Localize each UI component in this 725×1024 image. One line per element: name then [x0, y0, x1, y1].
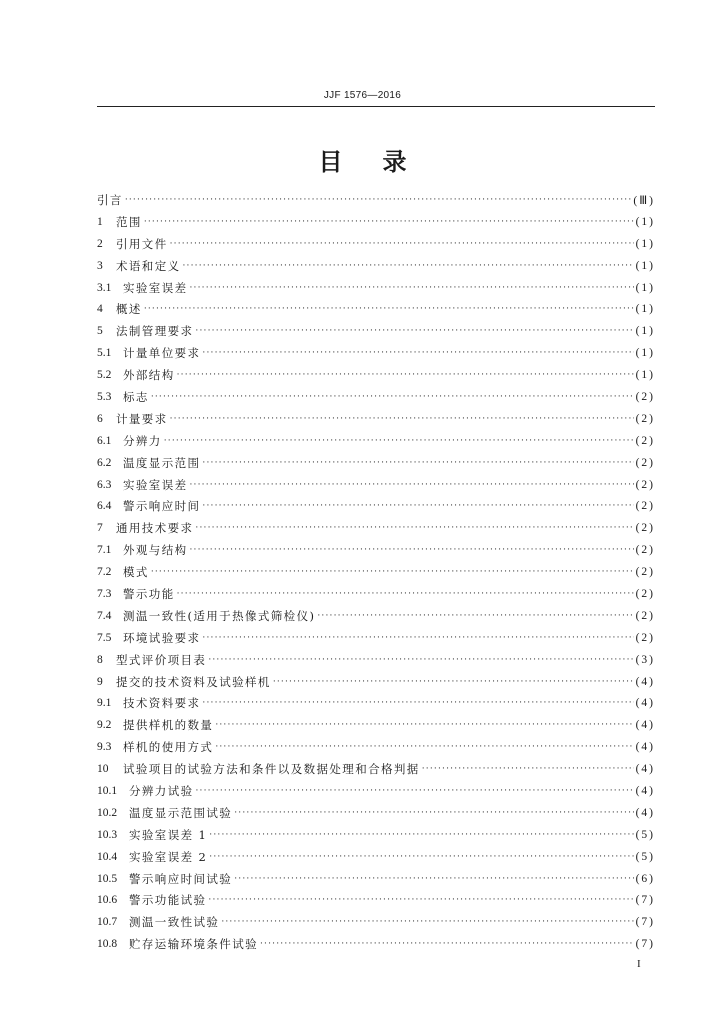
page-title: [0, 142, 725, 177]
toc-entry-number: 7: [97, 522, 103, 535]
standard-code: JJF 1576—2016: [323, 90, 402, 101]
toc-entry[interactable]: [97, 539, 655, 561]
toc-entry[interactable]: [97, 846, 655, 868]
toc-leader-dots: [125, 195, 632, 205]
toc-entry-title: 测温一致性试验: [129, 915, 220, 930]
table-of-contents: [97, 189, 655, 955]
toc-entry-title: 概述: [116, 302, 142, 317]
toc-leader-dots: [202, 458, 633, 468]
toc-entry-number: 10.3: [97, 828, 118, 841]
toc-entry-number: 7.1: [97, 544, 112, 557]
toc-leader-dots: [202, 501, 633, 511]
toc-entry-page: (1): [635, 347, 655, 360]
toc-entry-number: 9.1: [97, 697, 112, 710]
toc-leader-dots: [164, 436, 634, 446]
toc-entry-page: (1): [635, 303, 655, 316]
toc-entry[interactable]: [97, 452, 655, 474]
toc-entry-title: 警示功能试验: [129, 893, 207, 908]
toc-entry-number: 10.4: [97, 850, 118, 863]
toc-entry-number: 9: [97, 675, 103, 688]
toc-leader-dots: [170, 239, 634, 249]
toc-leader-dots: [170, 414, 634, 424]
toc-entry-title: 通用技术要求: [116, 521, 194, 536]
toc-entry[interactable]: [97, 408, 655, 430]
toc-entry-number: 5: [97, 325, 103, 338]
toc-entry-number: 5.2: [97, 369, 112, 382]
toc-entry-title: 技术资料要求: [123, 696, 201, 711]
toc-entry-title: 测温一致性(适用于热像式筛检仪): [123, 608, 316, 623]
toc-entry-number: 8: [97, 653, 103, 666]
toc-entry-number: 7.2: [97, 566, 112, 579]
toc-entry-title: 实验室误差 1: [129, 827, 208, 842]
toc-leader-dots: [221, 917, 633, 927]
toc-entry-page: (6): [635, 872, 655, 885]
toc-leader-dots: [422, 764, 634, 774]
toc-entry-number: 10.8: [97, 938, 118, 951]
toc-entry-title: 引言: [97, 192, 123, 207]
toc-entry-page: (2): [635, 566, 655, 579]
toc-entry-page: (4): [635, 719, 655, 732]
toc-leader-dots: [215, 720, 633, 730]
toc-leader-dots: [190, 480, 634, 490]
toc-entry-title: 术语和定义: [116, 258, 181, 273]
toc-entry-title: 模式: [123, 565, 149, 580]
toc-entry-page: (2): [635, 412, 655, 425]
toc-entry-page: (1): [635, 281, 655, 294]
toc-entry-number: 10.7: [97, 916, 118, 929]
toc-entry-page: (2): [635, 434, 655, 447]
toc-entry-page: (4): [635, 806, 655, 819]
toc-entry-title: 实验室误差: [123, 280, 188, 295]
toc-entry-page: (4): [635, 697, 655, 710]
toc-leader-dots: [209, 852, 633, 862]
toc-entry-page: (3): [635, 653, 655, 666]
toc-leader-dots: [177, 589, 634, 599]
toc-entry-number: 9.3: [97, 741, 112, 754]
toc-entry-number: 10.2: [97, 806, 118, 819]
toc-entry[interactable]: [97, 868, 655, 890]
toc-leader-dots: [195, 523, 633, 533]
toc-leader-dots: [151, 392, 634, 402]
toc-leader-dots: [195, 326, 633, 336]
toc-entry-number: 9.2: [97, 719, 112, 732]
toc-entry-number: 6.2: [97, 456, 112, 469]
toc-entry-number: 10: [97, 763, 109, 776]
toc-entry-title: 引用文件: [116, 236, 168, 251]
toc-entry-page: (7): [635, 938, 655, 951]
toc-entry-title: 分辨力试验: [129, 783, 194, 798]
toc-leader-dots: [151, 567, 634, 577]
toc-entry-page: (5): [635, 828, 655, 841]
toc-entry-number: 7.3: [97, 587, 112, 600]
toc-entry-title: 温度显示范围: [123, 455, 201, 470]
toc-entry-page: (5): [635, 850, 655, 863]
toc-entry-title: 实验室误差 2: [129, 849, 208, 864]
toc-entry-title: 法制管理要求: [116, 324, 194, 339]
toc-entry[interactable]: [97, 714, 655, 736]
toc-entry-number: 1: [97, 215, 103, 228]
toc-entry-page: (1): [635, 325, 655, 338]
toc-entry-number: 6.1: [97, 434, 112, 447]
toc-leader-dots: [208, 895, 633, 905]
toc-entry[interactable]: [97, 430, 655, 452]
toc-entry-number: 5.3: [97, 390, 112, 403]
toc-entry-page: (2): [635, 587, 655, 600]
toc-entry-title: 贮存运输环境条件试验: [129, 937, 258, 952]
toc-entry[interactable]: [97, 649, 655, 671]
toc-entry-title: 试验项目的试验方法和条件以及数据处理和合格判据: [123, 762, 420, 777]
toc-entry[interactable]: [97, 561, 655, 583]
toc-entry-number: 10.1: [97, 784, 118, 797]
toc-entry-number: 10.6: [97, 894, 118, 907]
toc-entry[interactable]: [97, 255, 655, 277]
toc-entry-page: (7): [635, 916, 655, 929]
toc-entry-page: (2): [635, 522, 655, 535]
toc-entry[interactable]: [97, 890, 655, 912]
toc-leader-dots: [177, 370, 634, 380]
toc-leader-dots: [183, 261, 634, 271]
toc-entry-number: 3: [97, 259, 103, 272]
toc-entry-number: 6.3: [97, 478, 112, 491]
toc-entry-page: (1): [635, 215, 655, 228]
toc-leader-dots: [234, 874, 633, 884]
toc-leader-dots: [190, 545, 634, 555]
toc-entry-number: 6.4: [97, 500, 112, 513]
toc-entry[interactable]: [97, 627, 655, 649]
toc-entry-page: (4): [635, 675, 655, 688]
toc-entry-number: 4: [97, 303, 103, 316]
toc-entry[interactable]: [97, 189, 655, 211]
toc-entry[interactable]: [97, 342, 655, 364]
toc-entry[interactable]: [97, 758, 655, 780]
toc-leader-dots: [202, 698, 633, 708]
toc-entry-title: 外部结构: [123, 368, 175, 383]
header-divider: [97, 106, 655, 107]
toc-entry[interactable]: [97, 320, 655, 342]
toc-entry-title: 计量要求: [116, 411, 168, 426]
toc-entry-title: 实验室误差: [123, 477, 188, 492]
toc-entry-title: 警示响应时间: [123, 499, 201, 514]
toc-entry[interactable]: [97, 517, 655, 539]
toc-entry-page: (2): [635, 631, 655, 644]
toc-entry[interactable]: [97, 736, 655, 758]
toc-entry[interactable]: [97, 277, 655, 299]
toc-entry-title: 温度显示范围试验: [129, 805, 233, 820]
toc-entry-page: (7): [635, 894, 655, 907]
toc-entry-page: (2): [635, 390, 655, 403]
toc-entry-title: 标志: [123, 389, 149, 404]
toc-leader-dots: [144, 217, 634, 227]
toc-leader-dots: [190, 283, 634, 293]
toc-entry-number: 5.1: [97, 347, 112, 360]
toc-entry[interactable]: [97, 802, 655, 824]
toc-entry-page: (2): [635, 609, 655, 622]
toc-entry-title: 样机的使用方式: [123, 740, 214, 755]
toc-entry-number: 2: [97, 237, 103, 250]
toc-entry-title: 型式评价项目表: [116, 652, 207, 667]
toc-entry-number: 6: [97, 412, 103, 425]
toc-leader-dots: [196, 786, 634, 796]
toc-entry-page: (1): [635, 259, 655, 272]
toc-entry-number: 3.1: [97, 281, 112, 294]
toc-entry-page: (1): [635, 237, 655, 250]
toc-leader-dots: [208, 655, 633, 665]
toc-entry-page: (2): [635, 456, 655, 469]
toc-entry[interactable]: [97, 298, 655, 320]
toc-entry-title: 提供样机的数量: [123, 718, 214, 733]
toc-entry[interactable]: [97, 386, 655, 408]
toc-leader-dots: [260, 939, 634, 949]
toc-entry-number: 7.4: [97, 609, 112, 622]
toc-entry-page: (4): [635, 784, 655, 797]
toc-leader-dots: [144, 304, 634, 314]
toc-entry[interactable]: [97, 911, 655, 933]
toc-entry-number: 10.5: [97, 872, 118, 885]
toc-entry-page: (1): [635, 369, 655, 382]
toc-leader-dots: [273, 677, 634, 687]
toc-entry[interactable]: [97, 495, 655, 517]
toc-leader-dots: [209, 830, 633, 840]
toc-entry-title: 警示功能: [123, 586, 175, 601]
toc-entry[interactable]: [97, 824, 655, 846]
toc-entry-title: 外观与结构: [123, 543, 188, 558]
toc-leader-dots: [215, 742, 633, 752]
toc-entry-title: 警示响应时间试验: [129, 871, 233, 886]
toc-entry-page: (4): [635, 741, 655, 754]
toc-entry[interactable]: [97, 364, 655, 386]
title-char-2: 录: [382, 148, 407, 176]
toc-leader-dots: [234, 808, 633, 818]
toc-leader-dots: [317, 611, 633, 621]
toc-entry-title: 分辨力: [123, 433, 162, 448]
toc-leader-dots: [202, 633, 633, 643]
toc-entry[interactable]: [97, 671, 655, 693]
toc-entry-title: 环境试验要求: [123, 630, 201, 645]
toc-entry[interactable]: [97, 605, 655, 627]
toc-entry-title: 提交的技术资料及试验样机: [116, 674, 271, 689]
toc-entry[interactable]: [97, 692, 655, 714]
title-char-1: 目: [318, 148, 343, 176]
toc-entry[interactable]: [97, 233, 655, 255]
toc-entry-page: (2): [635, 544, 655, 557]
toc-leader-dots: [202, 348, 633, 358]
toc-entry[interactable]: [97, 474, 655, 496]
toc-entry-page: (2): [635, 478, 655, 491]
toc-entry-number: 7.5: [97, 631, 112, 644]
toc-entry[interactable]: [97, 211, 655, 233]
toc-entry-page: (4): [635, 763, 655, 776]
toc-entry-title: 计量单位要求: [123, 346, 201, 361]
toc-entry-title: 范围: [116, 214, 142, 229]
toc-entry[interactable]: [97, 780, 655, 802]
toc-entry-page: (2): [635, 500, 655, 513]
toc-entry[interactable]: [97, 583, 655, 605]
page-number: I: [637, 958, 641, 970]
toc-entry[interactable]: [97, 933, 655, 955]
toc-entry-page: (Ⅲ): [633, 194, 655, 207]
